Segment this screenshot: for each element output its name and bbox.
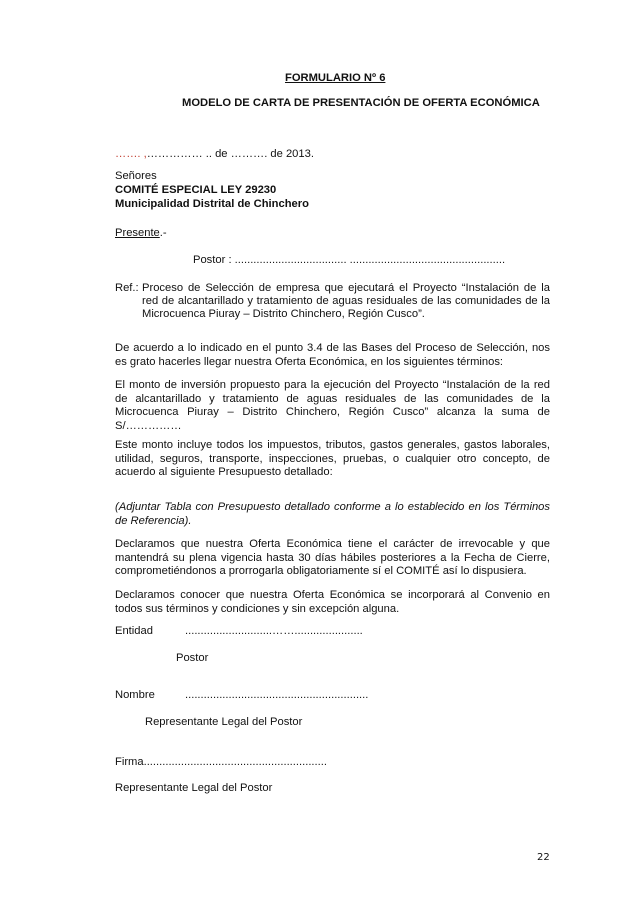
page-number: 22 xyxy=(537,852,550,863)
presente-suffix: .- xyxy=(159,227,167,239)
nombre-label: Nombre xyxy=(115,689,155,701)
ref-line-3: Microcuenca Piuray – Distrito Chinchero, Región Cusco”. xyxy=(142,308,425,320)
postor-label: Postor xyxy=(176,652,209,664)
date-rest: …………… .. de ………. de 2013. xyxy=(146,148,314,160)
presente-label: Presente xyxy=(115,227,160,239)
representante-legal-1: Representante Legal del Postor xyxy=(145,716,303,728)
entidad-dots: ............................……...................... xyxy=(185,625,363,637)
form-title: FORMULARIO Nº 6 xyxy=(285,72,386,84)
paragraph-irrevocable: Declaramos que nuestra Oferta Económica tiene el carácter de irrevocable y que mantendrá su plena vigencia hasta 30 días hábiles posteriores a la Fecha de Cierre, comprometiéndonos a prorrogarla obligatoriamente sí el COMITÉ así lo dispusiera. xyxy=(115,538,550,577)
committee-name: COMITÉ ESPECIAL LEY 29230 xyxy=(115,184,277,196)
ref-line-2: red de alcantarillado y tratamiento de aguas residuales de las comunidades de la xyxy=(142,295,550,307)
municipality-name: Municipalidad Distrital de Chinchero xyxy=(115,198,309,210)
form-subtitle: MODELO DE CARTA DE PRESENTACIÓN DE OFERTA ECONÓMICA xyxy=(182,97,540,109)
nombre-dots: ........................................................... xyxy=(185,689,369,701)
date-line xyxy=(115,148,314,162)
paragraph-monto: El monto de inversión propuesto para la ejecución del Proyecto “Instalación de la red de alcantarillado y tratamiento de aguas residuales de las comunidades de la Microcuenca Piuray – Distrito Chinchero, Región Cusco” alcanza la suma de S/…………… xyxy=(115,379,550,432)
paragraph-impuestos: Este monto incluye todos los impuestos, tributos, gastos generales, gastos laborales, utilidad, seguros, transporte, inspecciones, pruebas, o cualquier otro concepto, de acuerdo al siguiente Presupuesto detallado: xyxy=(115,439,550,478)
paragraph-adjuntar: (Adjuntar Tabla con Presupuesto detallado conforme a lo establecido en los Términos de Referencia). xyxy=(115,501,550,527)
presente-line xyxy=(115,227,167,241)
postor-line: Postor : .................................... .................................................. xyxy=(193,254,506,266)
firma-line: Firma........................................................... xyxy=(115,756,327,768)
ref-line-1: Proceso de Selección de empresa que ejecutará el Proyecto “Instalación de la xyxy=(142,282,550,294)
entidad-label: Entidad xyxy=(115,625,153,637)
representante-legal-2: Representante Legal del Postor xyxy=(115,782,273,794)
paragraph-bases: De acuerdo a lo indicado en el punto 3.4 de las Bases del Proceso de Selección, nos es grato hacerles llegar nuestra Oferta Económica, en los siguientes términos: xyxy=(115,342,550,368)
ref-label: Ref.: xyxy=(115,282,139,294)
date-dots: ……. , xyxy=(115,148,147,160)
paragraph-convenio: Declaramos conocer que nuestra Oferta Económica se incorporará al Convenio en todos sus términos y condiciones y sin excepción alguna. xyxy=(115,589,550,615)
greeting: Señores xyxy=(115,170,157,182)
